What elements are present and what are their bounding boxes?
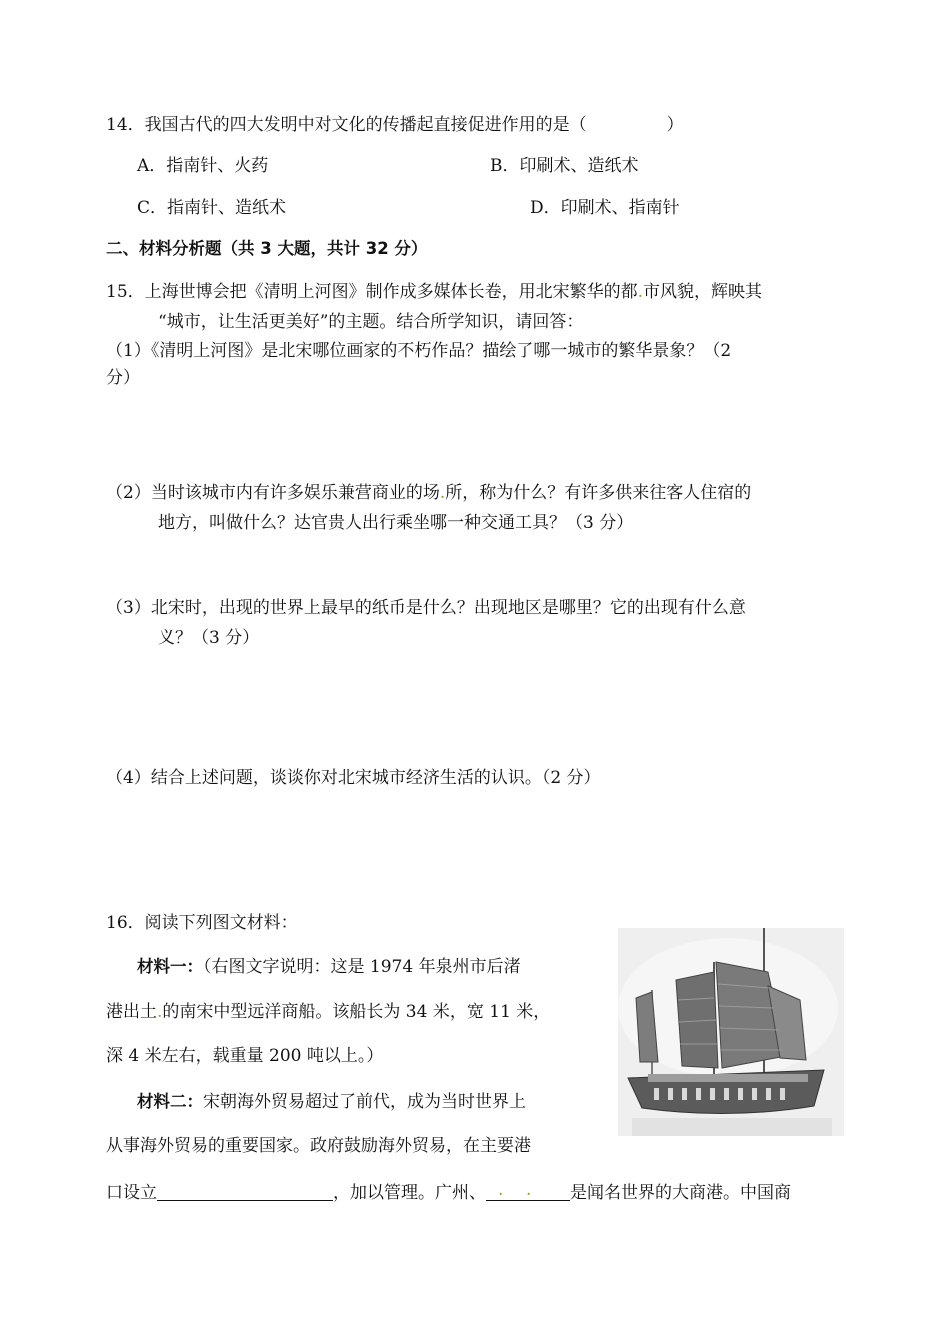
q15-stem-line1: 15．上海世博会把《清明上河图》制作成多媒体长卷，用北宋繁华的都.市风貌，辉映其 bbox=[106, 282, 763, 302]
q14-option-b: B．印刷术、造纸术 bbox=[490, 156, 639, 176]
q14-option-a: A．指南针、火药 bbox=[137, 156, 269, 176]
q15-sub2-line1: （2）当时该城市内有许多娱乐兼营商业的场.所，称为什么？有许多供来往客人住宿的 bbox=[106, 483, 752, 503]
q14-option-d: D．印刷术、指南针 bbox=[530, 198, 680, 218]
q15-sub4: （4）结合上述问题，谈谈你对北宋城市经济生活的认识。（2 分） bbox=[106, 768, 601, 788]
q15-sub3-line1: （3）北宋时，出现的世界上最早的纸币是什么？出现地区是哪里？它的出现有什么意 bbox=[106, 598, 746, 618]
q16-material2-line3: 口设立 ，加以管理。广州、 . . 是闻名世界的大商港。中国商 bbox=[106, 1180, 791, 1203]
q16-material1-line3: 深 4 米左右，载重量 200 吨以上。） bbox=[106, 1046, 384, 1066]
section-title: 二、材料分析题（共 3 大题，共计 32 分） bbox=[106, 239, 428, 258]
q16-material1-line1: 材料一：（右图文字说明：这是 1974 年泉州市后渚 bbox=[137, 957, 521, 977]
q15-sub1-line2: 分） bbox=[106, 368, 140, 388]
material1-label: 材料一： bbox=[137, 957, 203, 976]
ship-icon bbox=[618, 928, 844, 1136]
q16-material1-line2: 港出土.的南宋中型远洋商船。该船长为 34 米，宽 11 米， bbox=[106, 1002, 551, 1022]
q15-sub3-line2: 义？（3 分） bbox=[158, 628, 260, 648]
q16-material2-line2: 从事海外贸易的重要国家。政府鼓励海外贸易，在主要港 bbox=[106, 1136, 531, 1156]
q14-stem: 14．我国古代的四大发明中对文化的传播起直接促进作用的是（ ） bbox=[106, 115, 684, 135]
q16-material2-line1: 材料二：宋朝海外贸易超过了前代，成为当时世界上 bbox=[137, 1092, 526, 1112]
material2-label: 材料二： bbox=[137, 1092, 203, 1111]
q15-sub1-line1: （1）《清明上河图》是北宋哪位画家的不朽作品？描绘了哪一城市的繁华景象？（2 bbox=[106, 341, 732, 361]
q15-stem-line2: “城市，让生活更美好”的主题。结合所学知识，请回答： bbox=[158, 312, 584, 332]
answer-blank-1[interactable] bbox=[157, 1182, 333, 1201]
q16-stem: 16．阅读下列图文材料： bbox=[106, 913, 298, 933]
sailing-ship-image bbox=[618, 928, 844, 1136]
q14-option-c: C．指南针、造纸术 bbox=[137, 198, 287, 218]
answer-blank-2[interactable]: . . bbox=[486, 1182, 570, 1201]
q15-sub2-line2: 地方，叫做什么？达官贵人出行乘坐哪一种交通工具？（3 分） bbox=[158, 513, 634, 533]
